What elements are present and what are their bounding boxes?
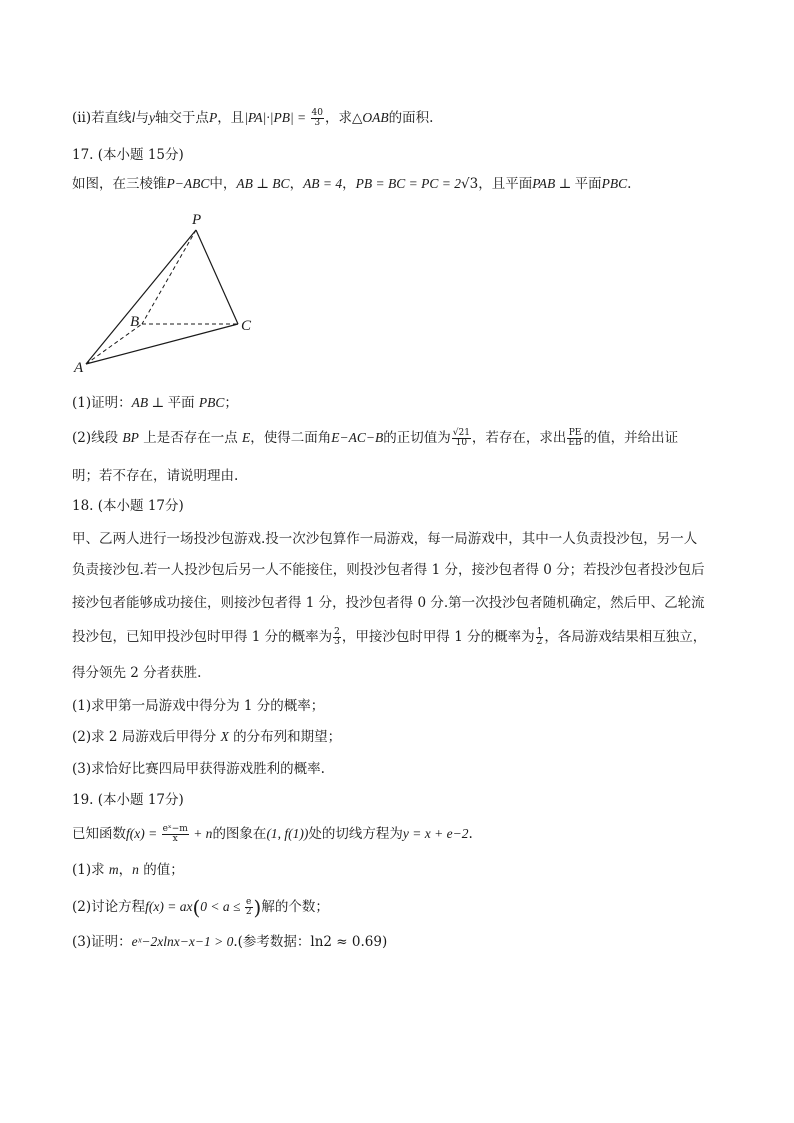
q18-stem-line-2: 负责接沙包.若一人投沙包后另一人不能接住，则投沙包者得 1 分，接沙包者得 0 分；若投沙包者投沙包后 xyxy=(72,562,705,578)
q17-part-2-cont: 明；若不存在，请说明理由. xyxy=(72,468,239,484)
tetrahedron-figure xyxy=(72,206,272,376)
edge-PC xyxy=(196,230,238,324)
q17-header: 17. (本小题 15分) xyxy=(72,147,184,163)
q18-part-1: (1)求甲第一局游戏中得分为 1 分的概率； xyxy=(72,698,325,714)
fraction: $\frac{40}{3}$ xyxy=(311,108,323,128)
q19-stem: 已知函数f(x) = $\frac{\text{eˣ−m}}{x}$ + n的图象在(1, f(1))处的切线方程为y = x + e−2. xyxy=(72,824,473,844)
edge-AC xyxy=(86,324,238,364)
q19-part-2: (2)讨论方程f(x) = ax(0 < a ≤ $\frac{e}{2}$ )解的个数； xyxy=(72,895,329,920)
fraction: $\frac{1}{2}$ xyxy=(536,627,543,647)
fraction: $\frac{2}{3}$ xyxy=(334,627,340,647)
q18-header: 18. (本小题 17分) xyxy=(72,498,184,514)
edge-PB xyxy=(142,230,196,324)
q18-stem-line-1: 甲、乙两人进行一场投沙包游戏.投一次沙包算作一局游戏，每一局游戏中，其中一人负责投沙包，另一人 xyxy=(72,531,698,547)
label-A: A xyxy=(74,360,84,376)
q18-part-3: (3)求恰好比赛四局甲获得游戏胜利的概率. xyxy=(72,761,325,777)
label-B: B xyxy=(130,314,140,330)
label-C: C xyxy=(241,318,252,334)
label-P: P xyxy=(192,212,202,228)
q19-header: 19. (本小题 17分) xyxy=(72,792,184,808)
q18-stem-line-4: 投沙包，已知甲投沙包时甲得 1 分的概率为 $\frac{2}{3}$ ，甲接沙包时甲得 1 分的概率为 $\frac{1}{2}$ ，各局游戏结果相互独立， xyxy=(72,627,707,647)
q19-part-1: (1)求 m，n 的值； xyxy=(72,862,184,878)
q18-part-2: (2)求 2 局游戏后甲得分 X 的分布列和期望； xyxy=(72,729,342,745)
edge-PA xyxy=(86,230,196,364)
fraction: $\frac{\text{eˣ−m}}{x}$ xyxy=(162,824,188,844)
q19-part-3: (3)证明：eˣ−2xlnx−x−1 > 0.(参考数据：ln2 ≈ 0.69) xyxy=(72,934,388,950)
q18-stem-line-3: 接沙包者能够成功接住，则接沙包者得 1 分，投沙包者得 0 分.第一次投沙包者随机确定，然后甲、乙轮流 xyxy=(72,595,705,611)
fraction: $\frac{e}{2}$ xyxy=(245,897,252,917)
fraction: $\frac{PE}{EB}$ xyxy=(568,428,582,448)
fraction: $\frac{√21}{10}$ xyxy=(452,428,470,448)
q17-part-2: (2)线段 BP 上是否存在一点 E，使得二面角E−AC−B的正切值为 $\frac{√21}{10}$ ，若存在，求出 $\frac{PE}{EB}$ 的值，并给出证 xyxy=(72,428,679,448)
q17-part-1: (1)证明：AB ⊥ 平面 PBC； xyxy=(72,395,238,411)
q17-stem: 如图，在三棱锥P−ABC中，AB ⊥ BC，AB = 4，PB = BC = PC = 2√3，且平面PAB ⊥ 平面PBC. xyxy=(72,176,632,192)
q16-part-ii: (ⅱ)若直线l与y轴交于点P，且|PA|·|PB| = $\frac{40}{3}$ ，求△OAB的面积. xyxy=(72,108,434,128)
q18-stem-line-5: 得分领先 2 分者获胜. xyxy=(72,665,202,681)
